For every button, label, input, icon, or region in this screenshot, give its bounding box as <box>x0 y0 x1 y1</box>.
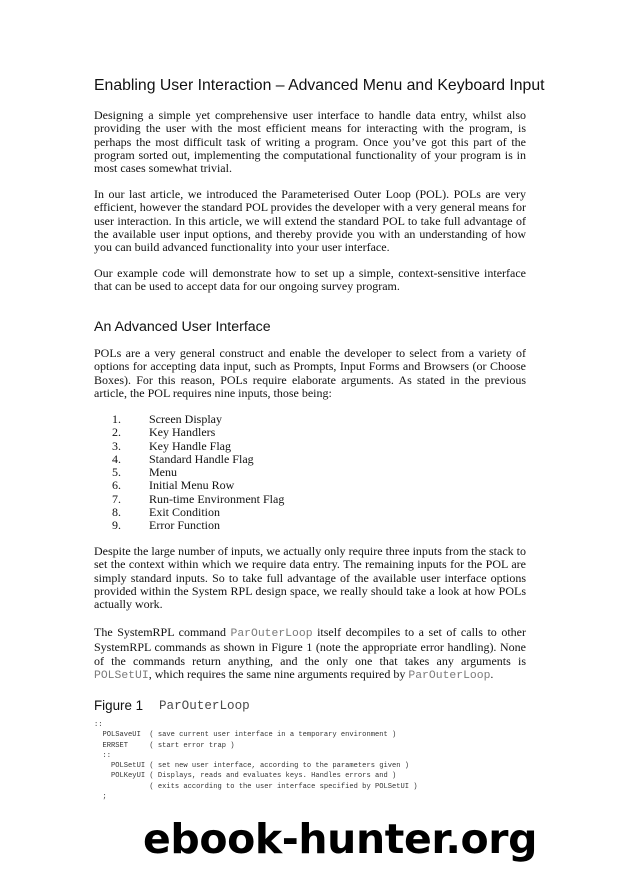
list-item: 4. Standard Handle Flag <box>112 451 254 466</box>
list-item: 5. Menu <box>112 465 177 480</box>
systemrpl-paragraph: The SystemRPL command ParOuterLoop itself decompiles to a set of calls to other SystemRPL commands as shown in Figure 1 (note the appropriate error handling). None of the commands return anything, and the only one that takes any arguments is POLSetUI, which requires the same nine arguments required by ParOuterLoop. <box>94 625 526 682</box>
code-line: :: <box>94 751 112 760</box>
inline-code: POLSetUI <box>94 669 149 682</box>
code-line: :: <box>94 721 103 729</box>
example-code-paragraph: Our example code will demonstrate how to set up a simple, context-sensitive interface that can be used to accept data for our ongoing survey program. <box>94 266 526 294</box>
last-article-paragraph: In our last article, we introduced the Parameterised Outer Loop (POL). POLs are very efficient, however the standard POL provides the developer with a very general means for user interaction. In this article, we will extend the standard POL to take full advantage of the available user input options, and thereby provide you with an understanding of how you can build advanced functionality into your user interface. <box>94 187 526 255</box>
section-heading: An Advanced User Interface <box>94 319 271 335</box>
despite-paragraph: Despite the large number of inputs, we actually only require three inputs from the stack to set the context within which we require data entry. The remaining inputs for the POL are simply standard inputs. So to take full advantage of the available user interface options provided within the System RPL design space, we really should take a look at how POLs actually work. <box>94 544 526 612</box>
code-listing <box>94 720 418 802</box>
list-item: 8. Exit Condition <box>112 505 221 520</box>
intro-paragraph: Designing a simple yet comprehensive user interface to handle data entry, whilst also providing the user with the most efficient means for interacting with the program, is perhaps the most difficult task of writing a program. Once you’ve got this part of the program sorted out, implementing the computational functionality of your program is in most cases somewhat trivial. <box>94 108 526 176</box>
figure-title: ParOuterLoop <box>159 699 250 713</box>
list-item: 2. Key Handlers <box>112 425 216 440</box>
pol-intro-paragraph: POLs are a very general construct and enable the developer to select from a variety of options for accepting data input, such as Prompts, Input Forms and Browsers (or Choose Boxes). For this reason, POLs require elaborate arguments. As stated in the previous article, the POL requires nine inputs, those being: <box>94 346 526 400</box>
list-item: 3. Key Handle Flag <box>112 438 231 453</box>
watermark: ebook-hunter.org <box>143 815 538 863</box>
code-line: POLSetUI ( set new user interface, according to the parameters given ) <box>94 762 410 771</box>
code-line: ; <box>94 793 107 802</box>
list-item: 9. Error Function <box>112 518 220 533</box>
list-item: 6. Initial Menu Row <box>112 478 235 493</box>
inline-code: ParOuterLoop <box>230 628 313 640</box>
code-line: ERRSET ( start error trap ) <box>94 741 235 750</box>
code-line: POLKeyUI ( Displays, reads and evaluates keys. Handles errors and ) <box>94 772 397 781</box>
inline-code: ParOuterLoop <box>408 669 491 682</box>
article-heading: Enabling User Interaction – Advanced Menu and Keyboard Input <box>94 77 545 94</box>
pol-inputs-list <box>112 413 412 533</box>
figure-label: Figure 1 <box>94 698 144 713</box>
code-line: POLSaveUI ( save current user interface in a temporary environment ) <box>94 731 397 740</box>
list-item: 1. Screen Display <box>112 412 222 426</box>
code-line: ( exits according to the user interface specified by POLSetUI ) <box>94 782 418 791</box>
list-item: 7. Run-time Environment Flag <box>112 491 285 506</box>
